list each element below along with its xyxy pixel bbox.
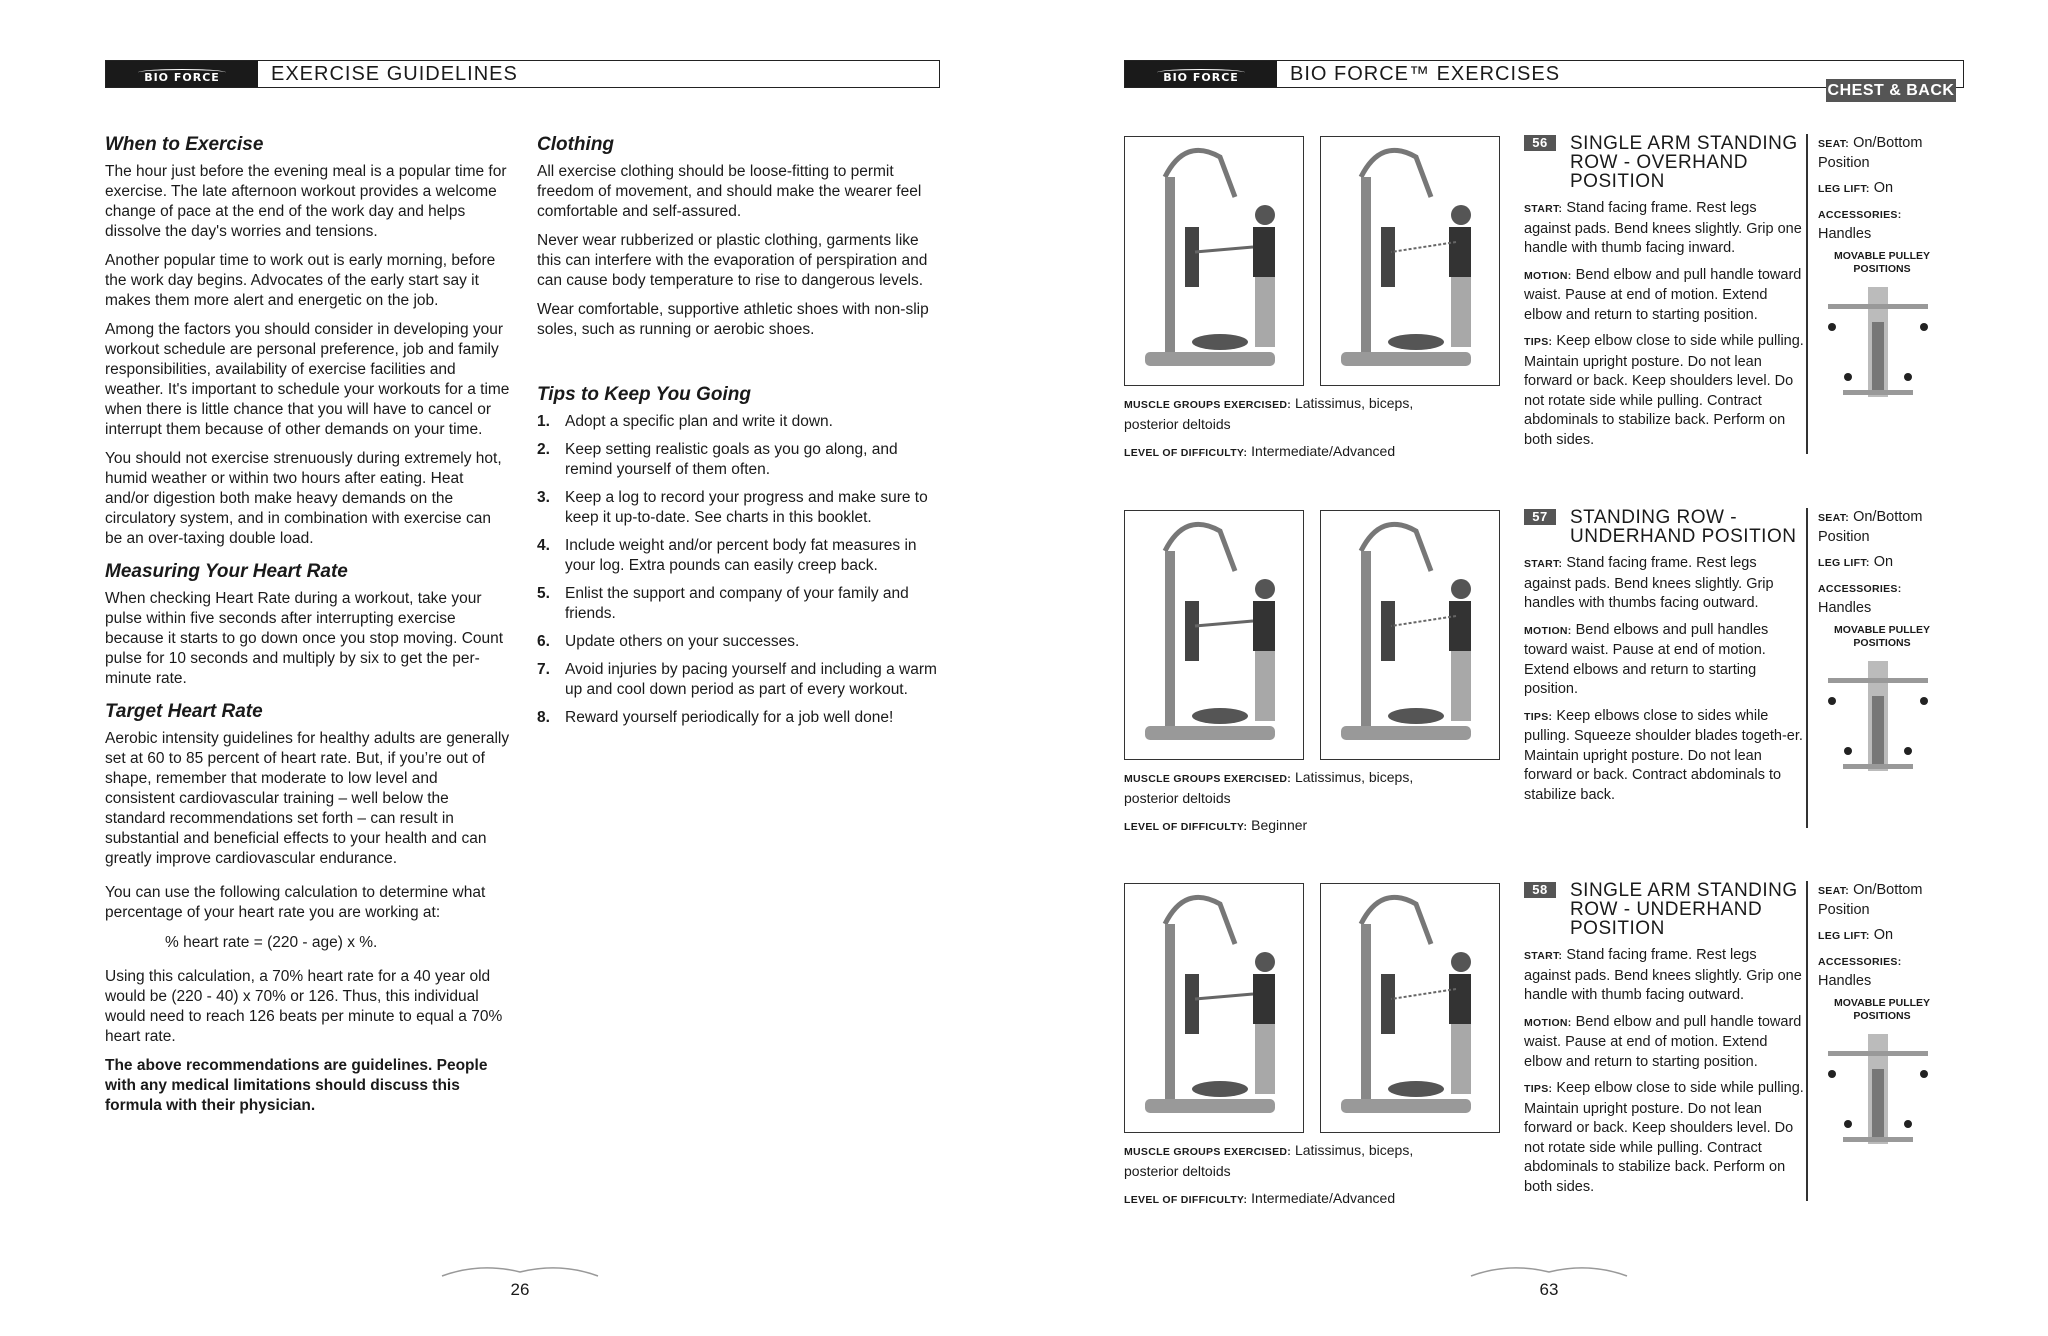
exercise-meta: MUSCLE GROUPS EXERCISED: Latissimus, biceps, posterior deltoids LEVEL OF DIFFICULTY: Intermediate/Advanced — [1124, 395, 1414, 459]
difficulty-value: Beginner — [1251, 817, 1308, 833]
difficulty-value: Intermediate/Advanced — [1251, 1190, 1396, 1206]
difficulty-value: Intermediate/Advanced — [1251, 443, 1396, 459]
clothing-paragraph-1: All exercise clothing should be loose-fitting to permit freedom of movement, and should make the wearer feel comfortable and self-assured. — [537, 163, 922, 220]
bio-force-machine-image-icon — [1321, 511, 1499, 759]
when-paragraph-4: You should not exercise strenuously during extremely hot, humid weather or within two hours after eating. Heat and/or digestion both make heavy demands on the circulatory system, and in combination with exercise can be an over-taxing double load. — [105, 450, 502, 547]
bio-force-machine-image-icon — [1125, 511, 1303, 759]
exercise-photo-start — [1124, 510, 1304, 760]
section-tag-chest-back: CHEST & BACK — [1826, 79, 1956, 102]
exercise-photo-end — [1320, 883, 1500, 1133]
pulley-positions-label: MOVABLE PULLEY POSITIONS — [1833, 250, 1931, 275]
left-column-1 — [105, 134, 510, 1125]
tip-item: 2. Keep setting realistic goals as you go along, and remind yourself of them often. — [537, 441, 898, 478]
tips-heading: Tips to Keep You Going — [537, 384, 751, 405]
page-ornament-icon — [1469, 1264, 1629, 1278]
tip-item: 4. Include weight and/or percent body fat measures in your log. Extra pounds can easily creep back. — [537, 537, 917, 574]
tip-item: 1. Adopt a specific plan and write it down. — [537, 413, 833, 430]
exercise-settings — [1806, 508, 1946, 828]
leg-lift-setting: LEG LIFT: On — [1818, 927, 1894, 943]
measuring-paragraph: When checking Heart Rate during a workout, take your pulse within five seconds after interrupting exercise because it starts to go down once you stop moving. Count pulse for 10 seconds and multiply by six to get the per-minute rate. — [105, 590, 504, 687]
when-paragraph-1: The hour just before the evening meal is a popular time for exercise. The late afternoon workout provides a welcome change of pace at the end of the work day and helps dissolve the day's worries and tensions. — [105, 163, 507, 240]
exercise-instructions — [1524, 508, 1806, 812]
bio-force-machine-image-icon — [1321, 884, 1499, 1132]
when-to-exercise-heading: When to Exercise — [105, 134, 264, 155]
bio-force-machine-image-icon — [1321, 137, 1499, 385]
exercise-title: 58 SINGLE ARM STANDING ROW - UNDERHAND POSITION — [1524, 881, 1806, 938]
exercise-instructions — [1524, 134, 1806, 457]
medical-disclaimer: The above recommendations are guidelines. People with any medical limitations should discuss this formula with their physician. — [105, 1057, 488, 1114]
exercise-settings — [1806, 881, 1946, 1201]
pulley-diagram-icon — [1818, 282, 1938, 402]
exercise-title: 57 STANDING ROW - UNDERHAND POSITION — [1524, 508, 1806, 546]
right-page-number: 63 — [1469, 1264, 1629, 1300]
tips-list — [537, 412, 942, 728]
heart-rate-formula: % heart rate = (220 - age) x %. — [165, 934, 378, 951]
tips-instruction: TIPS: Keep elbow close to side while pulling. Maintain upright posture. Do not lean forward or back. Keep shoulders level. Do not rotate side while pulling. Contract abdominals to stabilize back. Perform on both sides. — [1524, 1080, 1804, 1195]
pulley-diagram-icon — [1818, 656, 1938, 776]
bio-force-machine-image-icon — [1125, 884, 1303, 1132]
when-paragraph-3: Among the factors you should consider in developing your workout schedule are personal preference, job and family responsibilities, availability of exercise facilities and weather. It's important to schedule your workouts for a time when there is little chance that you will have to cancel or interrupt them because of other demands on your time. — [105, 321, 510, 438]
pulley-diagram-icon — [1818, 1029, 1938, 1149]
exercise-photo-start — [1124, 883, 1304, 1133]
exercise-number-badge: 58 — [1524, 882, 1556, 898]
motion-instruction: MOTION: Bend elbows and pull handles toward waist. Pause at end of motion. Extend elbows and return to starting position. — [1524, 621, 1769, 697]
exercise-number-badge: 57 — [1524, 509, 1556, 525]
bio-force-logo: BIO FORCE — [106, 61, 258, 87]
seat-setting: SEAT: On/Bottom Position — [1818, 509, 1923, 545]
target-heart-rate-heading: Target Heart Rate — [105, 701, 263, 722]
tip-item: 7. Avoid injuries by pacing yourself and including a warm up and cool down period as part of every workout. — [537, 661, 937, 698]
tips-instruction: TIPS: Keep elbows close to sides while pulling. Squeeze shoulder blades togeth-er. Maintain upright posture. Do not lean forward or back. Contract abdominals to stabilize back. — [1524, 707, 1803, 803]
muscle-groups-value: Latissimus, biceps, posterior deltoids — [1124, 1142, 1414, 1179]
tip-item: 5. Enlist the support and company of your family and friends. — [537, 585, 909, 622]
start-instruction: START: Stand facing frame. Rest legs against pads. Bend knees slightly. Grip one handle with thumb facing inward. — [1524, 200, 1802, 256]
measuring-heart-rate-heading: Measuring Your Heart Rate — [105, 561, 348, 582]
exercise-meta: MUSCLE GROUPS EXERCISED: Latissimus, biceps, posterior deltoids LEVEL OF DIFFICULTY: Beginner — [1124, 769, 1414, 833]
motion-instruction: MOTION: Bend elbow and pull handle toward waist. Pause at end of motion. Extend elbow and return to starting position. — [1524, 266, 1802, 323]
start-instruction: START: Stand facing frame. Rest legs against pads. Bend knees slightly. Grip handles with thumbs facing outward. — [1524, 555, 1774, 611]
pulley-positions-label: MOVABLE PULLEY POSITIONS — [1833, 624, 1931, 649]
pulley-positions-label: MOVABLE PULLEY POSITIONS — [1833, 997, 1931, 1022]
tip-item: 8. Reward yourself periodically for a job well done! — [537, 709, 894, 726]
target-paragraph-2: You can use the following calculation to determine what percentage of your heart rate you are working at: — [105, 884, 486, 921]
exercise-instructions — [1524, 881, 1806, 1204]
bio-force-logo: BIO FORCE — [1125, 61, 1277, 87]
tip-item: 3. Keep a log to record your progress and make sure to keep it up-to-date. See charts in this booklet. — [537, 489, 928, 526]
exercise-photo-end — [1320, 510, 1500, 760]
accessories-setting: ACCESSORIES: Handles — [1818, 583, 1902, 616]
start-instruction: START: Stand facing frame. Rest legs against pads. Bend knees slightly. Grip one handle with thumb facing outward. — [1524, 947, 1802, 1003]
left-column-2 — [537, 134, 942, 736]
seat-setting: SEAT: On/Bottom Position — [1818, 135, 1923, 171]
motion-instruction: MOTION: Bend elbow and pull handle toward waist. Pause at end of motion. Extend elbow and return to starting position. — [1524, 1013, 1802, 1070]
left-header-title: EXERCISE GUIDELINES — [271, 63, 518, 85]
exercise-title: 56 SINGLE ARM STANDING ROW - OVERHAND POSITION — [1524, 134, 1806, 191]
exercise-photo-end — [1320, 136, 1500, 386]
clothing-paragraph-3: Wear comfortable, supportive athletic shoes with non-slip soles, such as running or aerobic shoes. — [537, 301, 929, 338]
clothing-heading: Clothing — [537, 134, 615, 155]
target-paragraph-3: Using this calculation, a 70% heart rate for a 40 year old would be (220 - 40) x 70% or 126. Thus, this individual would need to reach 126 beats per minute to equal a 70% heart rate. — [105, 968, 503, 1045]
seat-setting: SEAT: On/Bottom Position — [1818, 882, 1923, 918]
right-header-title: BIO FORCE™ EXERCISES — [1290, 63, 1561, 85]
leg-lift-setting: LEG LIFT: On — [1818, 180, 1894, 196]
exercise-settings — [1806, 134, 1946, 454]
page-ornament-icon — [440, 1264, 600, 1278]
bio-force-machine-image-icon — [1125, 137, 1303, 385]
tip-item: 6. Update others on your successes. — [537, 633, 800, 650]
leg-lift-setting: LEG LIFT: On — [1818, 554, 1894, 570]
muscle-groups-value: Latissimus, biceps, posterior deltoids — [1124, 769, 1414, 806]
exercise-photo-start — [1124, 136, 1304, 386]
accessories-setting: ACCESSORIES: Handles — [1818, 209, 1902, 242]
left-page-number: 26 — [440, 1264, 600, 1300]
when-paragraph-2: Another popular time to work out is early morning, before the work day begins. Advocates of the early start say it makes them more alert and energetic on the job. — [105, 252, 496, 309]
target-paragraph-1: Aerobic intensity guidelines for healthy adults are generally set at 60 to 85 percent of heart rate. But, if you’re out of shape, remember that moderate to low level and consistent cardiovascular training – well below the standard recommendations set forth – can result in substantial and beneficial effects to your health and can greatly improve cardiovascular endurance. — [105, 730, 510, 867]
exercise-meta: MUSCLE GROUPS EXERCISED: Latissimus, biceps, posterior deltoids LEVEL OF DIFFICULTY: Intermediate/Advanced — [1124, 1142, 1414, 1206]
left-header-bar — [105, 60, 940, 88]
clothing-paragraph-2: Never wear rubberized or plastic clothing, garments like this can interfere with the evaporation of perspiration and can cause body temperature to rise to dangerous levels. — [537, 232, 928, 289]
accessories-setting: ACCESSORIES: Handles — [1818, 956, 1902, 989]
right-page — [1024, 0, 2048, 1336]
muscle-groups-value: Latissimus, biceps, posterior deltoids — [1124, 395, 1414, 432]
tips-instruction: TIPS: Keep elbow close to side while pulling. Maintain upright posture. Do not lean forward or back. Keep shoulders level. Do not rotate side while pulling. Contract abdominals to stabilize back. Perform on both sides. — [1524, 333, 1804, 448]
exercise-number-badge: 56 — [1524, 135, 1556, 151]
